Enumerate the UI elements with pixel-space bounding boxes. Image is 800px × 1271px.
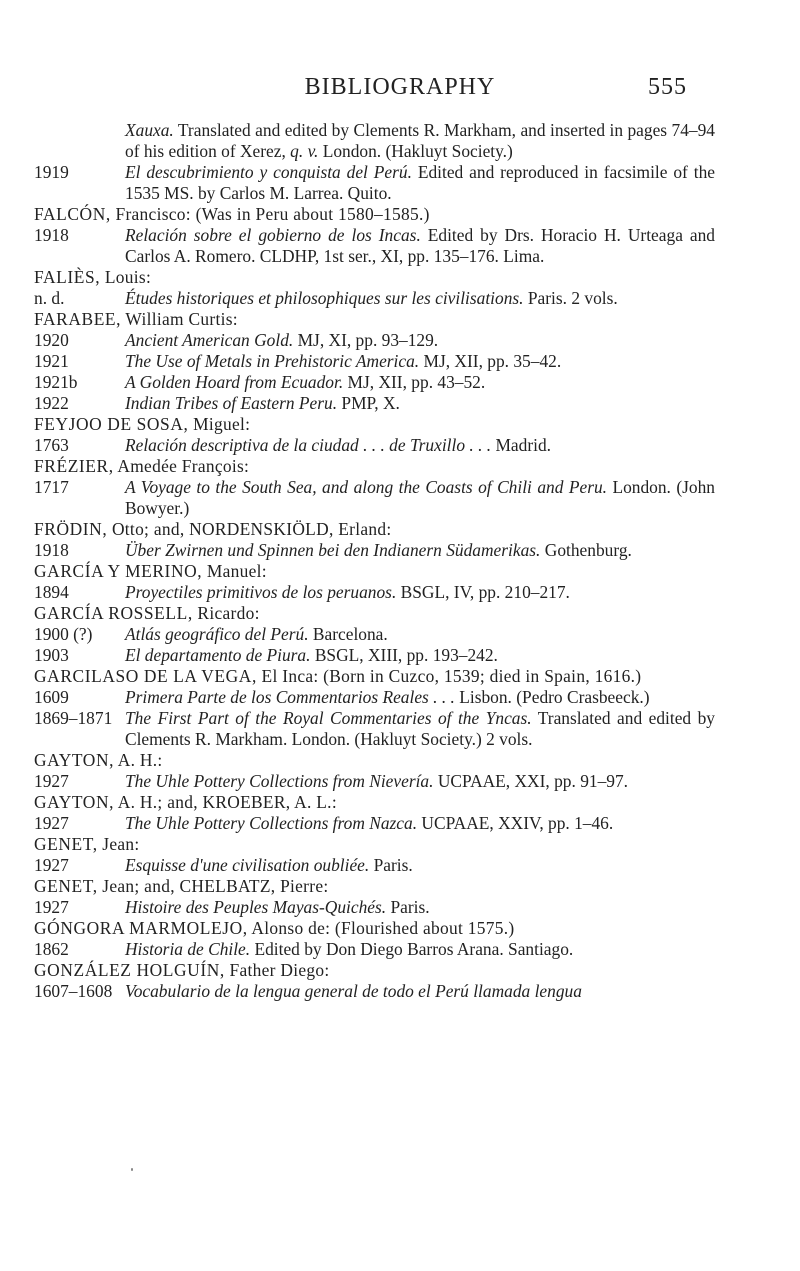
entry-year: 1609 bbox=[34, 687, 69, 707]
author-name: FARABEE, bbox=[34, 309, 122, 329]
running-head bbox=[0, 74, 800, 104]
bibliography-entry bbox=[34, 330, 715, 351]
entry-year: 1927 bbox=[34, 855, 69, 875]
bibliography-entry bbox=[34, 477, 715, 519]
entry-continuation bbox=[34, 120, 715, 162]
entry-title: Études historiques et philosophiques sur les civilisations. bbox=[125, 288, 524, 308]
entry-details: BSGL, XIII, pp. 193–242. bbox=[310, 645, 498, 665]
entry-text bbox=[125, 624, 715, 645]
author-heading bbox=[34, 960, 715, 981]
bibliography-entry bbox=[34, 351, 715, 372]
entry-title: The Uhle Pottery Collections from Nievería. bbox=[125, 771, 434, 791]
author-heading bbox=[34, 918, 715, 939]
author-details: Otto; and, NORDENSKIÖLD, Erland: bbox=[107, 519, 392, 539]
entry-title: Über Zwirnen und Spinnen bei den Indianern Südamerikas. bbox=[125, 540, 541, 560]
entry-details: Paris. bbox=[369, 855, 413, 875]
entry-text bbox=[125, 540, 715, 561]
entry-text bbox=[125, 351, 715, 372]
entry-title: The Uhle Pottery Collections from Nazca. bbox=[125, 813, 418, 833]
entry-year: n. d. bbox=[34, 288, 65, 308]
entry-title: Vocabulario de la lengua general de todo el Perú llamada lengua bbox=[125, 981, 582, 1001]
entry-title: Histoire des Peuples Mayas-Quichés. bbox=[125, 897, 387, 917]
author-heading bbox=[34, 876, 715, 897]
entry-details: MJ, XI, pp. 93–129. bbox=[293, 330, 439, 350]
entry-year: 1894 bbox=[34, 582, 69, 602]
entry-title: Ancient American Gold. bbox=[125, 330, 294, 350]
bibliography-entry bbox=[34, 771, 715, 792]
entry-title: El departamento de Piura. bbox=[125, 645, 311, 665]
entry-text bbox=[125, 708, 715, 750]
author-name: FALIÈS, bbox=[34, 267, 101, 287]
entry-title: The Use of Metals in Prehistoric America. bbox=[125, 351, 420, 371]
author-details: Manuel: bbox=[202, 561, 267, 581]
entry-details: Lisbon. (Pedro Crasbeeck.) bbox=[454, 687, 650, 707]
author-details: Francisco: (Was in Peru about 1580–1585.) bbox=[110, 204, 430, 224]
entry-year: 1862 bbox=[34, 939, 69, 959]
entry-text bbox=[125, 771, 715, 792]
author-heading bbox=[34, 603, 715, 624]
entry-year: 1920 bbox=[34, 330, 69, 350]
entry-details: UCPAAE, XXIV, pp. 1–46. bbox=[417, 813, 614, 833]
bibliography-entry bbox=[34, 813, 715, 834]
author-name: GAYTON, bbox=[34, 792, 115, 812]
entry-title: A Voyage to the South Sea, and along the Coasts of Chili and Peru. bbox=[125, 477, 608, 497]
bibliography-entry bbox=[34, 981, 715, 1002]
entry-text bbox=[125, 162, 715, 204]
bibliography-entries bbox=[34, 120, 715, 1002]
author-heading bbox=[34, 792, 715, 813]
bibliography-entry bbox=[34, 624, 715, 645]
bibliography-entry bbox=[34, 372, 715, 393]
author-details: Alonso de: (Flourished about 1575.) bbox=[247, 918, 515, 938]
entry-details: MJ, XII, pp. 35–42. bbox=[419, 351, 562, 371]
entry-year: 1927 bbox=[34, 897, 69, 917]
author-heading bbox=[34, 519, 715, 540]
bibliography-entry bbox=[34, 897, 715, 918]
author-name: GAYTON, bbox=[34, 750, 115, 770]
bibliography-entry bbox=[34, 288, 715, 309]
bibliography-entry bbox=[34, 645, 715, 666]
author-name: GÓNGORA MARMOLEJO, bbox=[34, 918, 248, 938]
author-heading bbox=[34, 414, 715, 435]
bibliography-entry bbox=[34, 393, 715, 414]
author-heading bbox=[34, 309, 715, 330]
author-details: A. H.; and, KROEBER, A. L.: bbox=[114, 792, 337, 812]
entry-title: A Golden Hoard from Ecuador. bbox=[125, 372, 344, 392]
bibliography-entry bbox=[34, 855, 715, 876]
entry-details: Edited by Drs. Horacio H. Urteaga and Carlos A. Romero. CLDHP, 1st ser., XI, pp. 135–176. Lima. bbox=[125, 225, 716, 266]
entry-details: Gothenburg. bbox=[540, 540, 632, 560]
bibliography-entry bbox=[34, 687, 715, 708]
entry-text bbox=[125, 225, 715, 267]
entry-title: Indian Tribes of Eastern Peru. bbox=[125, 393, 338, 413]
entry-title: El descubrimiento y conquista del Perú. bbox=[125, 162, 412, 182]
author-details: William Curtis: bbox=[121, 309, 238, 329]
bibliography-entry bbox=[34, 939, 715, 960]
entry-details: Edited and reproduced in facsimile of the 1535 MS. by Carlos M. Larrea. Quito. bbox=[125, 162, 715, 203]
author-heading bbox=[34, 204, 715, 225]
entry-text bbox=[125, 288, 715, 309]
author-heading bbox=[34, 666, 715, 687]
author-details: Ricardo: bbox=[192, 603, 260, 623]
page-number: 555 bbox=[648, 74, 687, 100]
entry-details: London. (Hakluyt Society.) bbox=[318, 141, 513, 161]
entry-year: 1900 (?) bbox=[34, 624, 93, 644]
entry-title: The First Part of the Royal Commentaries of the Yncas. bbox=[125, 708, 532, 728]
author-details: Miguel: bbox=[188, 414, 251, 434]
entry-text bbox=[125, 435, 715, 456]
entry-year: 1918 bbox=[34, 540, 69, 560]
entry-title: Atlás geográfico del Perú. bbox=[125, 624, 309, 644]
author-name: GONZÁLEZ HOLGUÍN, bbox=[34, 960, 225, 980]
entry-details: Edited by Don Diego Barros Arana. Santiago. bbox=[250, 939, 574, 959]
entry-text bbox=[125, 582, 715, 603]
author-heading bbox=[34, 834, 715, 855]
page-title: BIBLIOGRAPHY bbox=[304, 74, 496, 100]
entry-year: 1921 bbox=[34, 351, 69, 371]
entry-title: Historia de Chile. bbox=[125, 939, 251, 959]
entry-details: MJ, XII, pp. 43–52. bbox=[343, 372, 486, 392]
entry-text bbox=[125, 855, 715, 876]
author-name: FRÉZIER, bbox=[34, 456, 114, 476]
author-name: GARCÍA Y MERINO, bbox=[34, 561, 203, 581]
author-details: El Inca: (Born in Cuzco, 1539; died in Spain, 1616.) bbox=[256, 666, 642, 686]
entry-text bbox=[125, 393, 715, 414]
bibliography-entry bbox=[34, 582, 715, 603]
entry-details: London. (John Bowyer.) bbox=[125, 477, 715, 518]
bibliography-entry bbox=[34, 435, 715, 456]
entry-details: BSGL, IV, pp. 210–217. bbox=[396, 582, 570, 602]
entry-details: Translated and edited by Clements R. Markham. London. (Hakluyt Society.) 2 vols. bbox=[125, 708, 715, 749]
entry-title: Relación sobre el gobierno de los Incas. bbox=[125, 225, 421, 245]
entry-year: 1763 bbox=[34, 435, 69, 455]
entry-text bbox=[125, 981, 715, 1002]
entry-year: 1927 bbox=[34, 813, 69, 833]
entry-title: Xauxa. bbox=[125, 120, 174, 140]
bibliography-entry bbox=[34, 540, 715, 561]
entry-year: 1903 bbox=[34, 645, 69, 665]
entry-year: 1922 bbox=[34, 393, 69, 413]
author-details: Louis: bbox=[100, 267, 152, 287]
author-details: Jean: bbox=[97, 834, 140, 854]
bibliography-entry bbox=[34, 162, 715, 204]
entry-text bbox=[125, 897, 715, 918]
paper-speck bbox=[131, 1168, 133, 1171]
entry-year: 1607–1608 bbox=[34, 981, 113, 1001]
author-heading bbox=[34, 561, 715, 582]
entry-details: Madrid. bbox=[491, 435, 552, 455]
author-name: GENET, bbox=[34, 834, 98, 854]
entry-details: Barcelona. bbox=[308, 624, 388, 644]
author-name: GARCÍA ROSSELL, bbox=[34, 603, 193, 623]
bibliography-entry bbox=[34, 225, 715, 267]
author-name: FALCÓN, bbox=[34, 204, 111, 224]
entry-year: 1717 bbox=[34, 477, 69, 497]
entry-title: q. v. bbox=[290, 141, 319, 161]
author-name: GENET, bbox=[34, 876, 98, 896]
author-details: Amedée François: bbox=[113, 456, 250, 476]
entry-text bbox=[125, 939, 715, 960]
bibliography-entry bbox=[34, 708, 715, 750]
entry-year: 1869–1871 bbox=[34, 708, 113, 728]
author-name: FEYJOO DE SOSA, bbox=[34, 414, 189, 434]
entry-text bbox=[125, 813, 715, 834]
entry-text bbox=[125, 372, 715, 393]
author-heading bbox=[34, 750, 715, 771]
author-name: FRÖDIN, bbox=[34, 519, 108, 539]
author-details: Jean; and, CHELBATZ, Pierre: bbox=[97, 876, 329, 896]
entry-text bbox=[125, 330, 715, 351]
entry-title: Proyectiles primitivos de los peruanos. bbox=[125, 582, 397, 602]
entry-title: Esquisse d'une civilisation oubliée. bbox=[125, 855, 370, 875]
author-details: Father Diego: bbox=[224, 960, 330, 980]
entry-text bbox=[125, 687, 715, 708]
entry-text bbox=[125, 477, 715, 519]
entry-title: Relación descriptiva de la ciudad . . . de Truxillo . . . bbox=[125, 435, 492, 455]
entry-text bbox=[125, 120, 715, 162]
entry-title: Primera Parte de los Commentarios Reales . . . bbox=[125, 687, 455, 707]
author-heading bbox=[34, 456, 715, 477]
entry-details: Translated and edited by Clements R. Markham, and inserted in pages 74–94 of his edition of Xerez, bbox=[125, 120, 715, 161]
entry-year: 1919 bbox=[34, 162, 69, 182]
entry-year: 1927 bbox=[34, 771, 69, 791]
entry-details: Paris. 2 vols. bbox=[523, 288, 618, 308]
entry-text bbox=[125, 645, 715, 666]
author-heading bbox=[34, 267, 715, 288]
author-name: GARCILASO DE LA VEGA, bbox=[34, 666, 257, 686]
entry-details: Paris. bbox=[386, 897, 430, 917]
entry-details: PMP, X. bbox=[337, 393, 400, 413]
entry-year: 1918 bbox=[34, 225, 69, 245]
entry-details: UCPAAE, XXI, pp. 91–97. bbox=[433, 771, 629, 791]
author-details: A. H.: bbox=[114, 750, 163, 770]
entry-year: 1921b bbox=[34, 372, 78, 392]
